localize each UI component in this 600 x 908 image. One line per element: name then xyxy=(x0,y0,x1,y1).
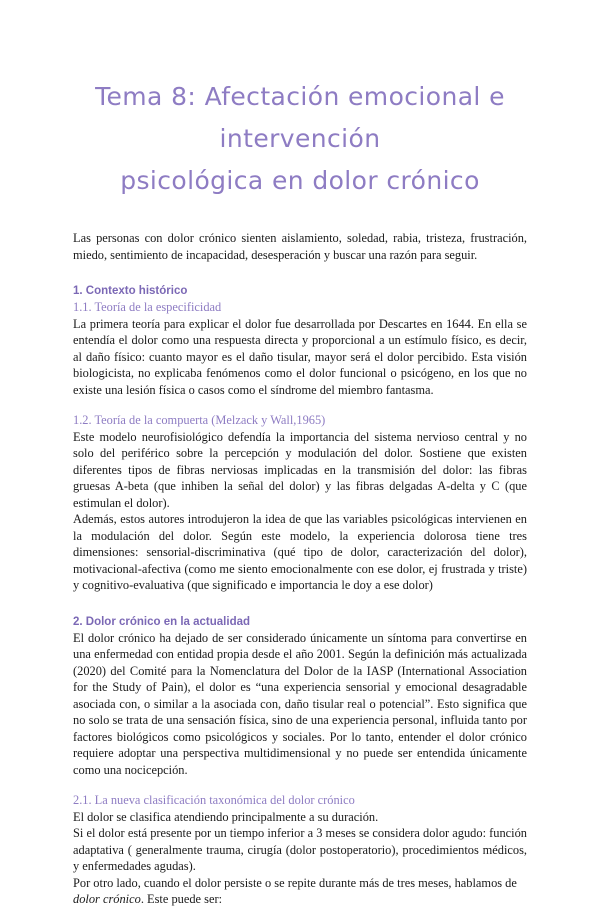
paragraph-clasificacion-2: Si el dolor está presente por un tiempo inferior a 3 meses se considera dolor agudo: función adaptativa ( generalmente trauma, cirugía (dolor postoperatorio), procedimientos médicos, y enfermedades agudas). xyxy=(73,826,527,873)
subsection-heading-compuerta: 1.2. Teoría de la compuerta (Melzack y Wall,1965) xyxy=(73,413,326,427)
title-line-1: Tema 8: Afectación emocional e intervención xyxy=(95,82,505,153)
subsection-heading-especificidad: 1.1. Teoría de la especificidad xyxy=(73,300,222,314)
section-heading-actualidad: 2. Dolor crónico en la actualidad xyxy=(73,615,251,628)
intro-paragraph: Las personas con dolor crónico sienten aislamiento, soledad, rabia, tristeza, frustración, miedo, sentimiento de incapacidad, desesperación y buscar una razón para seguir. xyxy=(73,231,527,262)
paragraph-clasificacion-3-text: Por otro lado, cuando el dolor persiste o se repite durante más de tres meses, hablamos de xyxy=(73,875,517,890)
paragraph-clasificacion-3 xyxy=(73,875,527,908)
paragraph-clasificacion-3-tail: . Este puede ser: xyxy=(140,892,223,906)
dolor-cronico-emphasis: dolor crónico xyxy=(73,892,141,906)
document-title xyxy=(73,0,527,202)
paragraph-clasificacion-1: El dolor se clasifica atendiendo principalmente a su duración. xyxy=(73,809,379,824)
paragraph-compuerta-1: Este modelo neurofisiológico defendía la importancia del sistema nervioso central y no solo del periférico sobre la percepción y modulación del dolor. Sostiene que existen diferentes tipos de fibras nerviosas implicadas en la transmisión del dolor: las fibras gruesas A-beta (que inhiben la señal del dolor) y las fibras delgadas A-delta y C (que estimulan el dolor). xyxy=(73,429,527,510)
paragraph-compuerta-2: Además, estos autores introdujeron la idea de que las variables psicológicas intervienen en la modulación del dolor. Según este modelo, la experiencia dolorosa tiene tres dimensiones: sensorial-discriminativa (qué tipo de dolor, caracterización del dolor), motivacional-afectiva (como me siento emocionalmente con ese dolor, ej frustrada y triste) y cognitivo-evaluativa (que significado e importancia le doy a ese dolor) xyxy=(73,512,527,592)
paragraph-especificidad: La primera teoría para explicar el dolor fue desarrollada por Descartes en 1644. En ella se entendía el dolor como una respuesta directa y proporcional a un estímulo físico, es decir, al daño físico: cuanto mayor es el daño tisular, mayor será el dolor percibido. Esta visión biologicista, no explicaba fenómenos como el dolor funcional o psicógeno, en los que no existe una lesión física o casos como el síndrome del miembro fantasma. xyxy=(73,316,527,397)
title-line-2: psicológica en dolor crónico xyxy=(120,166,480,195)
section-heading-contexto: 1. Contexto histórico xyxy=(73,285,188,297)
paragraph-actualidad: El dolor crónico ha dejado de ser considerado únicamente un síntoma para convertirse en una enfermedad con entidad propia desde el año 2001. Según la definición más actualizada (2020) del Comité para la Nomenclatura del Dolor de la IASP (International Association for the Study of Pain), el dolor es “una experiencia sensorial y emocional desagradable asociada con, o similar a la asociada con, daño tisular real o potencial”. Esto significa que no solo se trata de una sensación física, sino de una experiencia personal, influida tanto por factores biológicos como psicológicos y sociales. Por lo tanto, entender el dolor crónico requiere adoptar una perspectiva multidimensional y no puede ser entendida únicamente como una nocicepción. xyxy=(73,630,527,777)
subsection-heading-clasificacion: 2.1. La nueva clasificación taxonómica del dolor crónico xyxy=(73,793,355,807)
